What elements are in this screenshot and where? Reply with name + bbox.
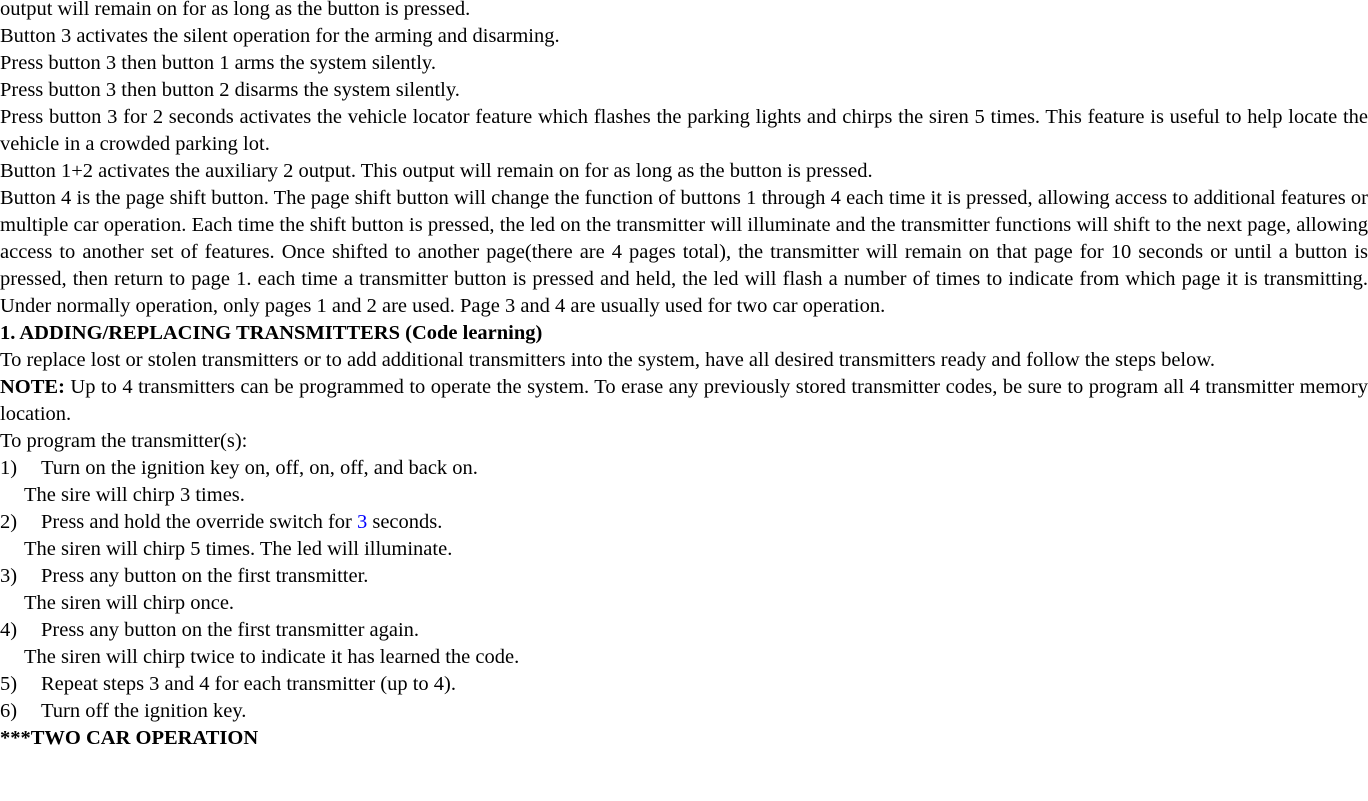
step-number: 1)	[0, 457, 18, 479]
text-line: Press button 3 then button 2 disarms the system silently.	[0, 79, 460, 101]
step-item	[0, 671, 1368, 698]
text-line: output will remain on for as long as the button is pressed.	[0, 0, 471, 20]
step-text: Turn off the ignition key.	[41, 700, 247, 722]
steps-list	[0, 455, 1368, 725]
step-result: The sire will chirp 3 times.	[24, 484, 245, 506]
section-intro-paragraph: To replace lost or stolen transmitters or to add additional transmitters into the system, have all desired transmitters ready and follow the steps below.	[0, 349, 1215, 371]
step-item	[0, 617, 1368, 644]
note-paragraph	[0, 374, 1368, 428]
note-label: NOTE:	[0, 376, 65, 398]
note-text: Up to 4 transmitters can be programmed to operate the system. To erase any previously stored transmitter codes, be sure to program all 4 transmitter memory location.	[0, 376, 1368, 425]
page-shift-paragraph: Button 4 is the page shift button. The page shift button will change the function of buttons 1 through 4 each time it is pressed, allowing access to additional features or multiple car operation. Each time the shift button is pressed, the led on the transmitter will illuminate and the transmitter functions will shift to the next page, allowing access to another set of features. Once shifted to another page(there are 4 pages total), the transmitter will remain on that page for 10 seconds or until a button is pressed, then return to page 1. each time a transmitter button is pressed and held, the led will flash a number of times to indicate from which page it is transmitting. Under normally operation, only pages 1 and 2 are used. Page 3 and 4 are usually used for two car operation.	[0, 187, 1368, 317]
text-line: Button 1+2 activates the auxiliary 2 output. This output will remain on for as long as the button is pressed.	[0, 160, 873, 182]
step-text: Press any button on the first transmitter.	[41, 565, 369, 587]
section-heading: 1. ADDING/REPLACING TRANSMITTERS (Code learning)	[0, 322, 543, 344]
step-number: 6)	[0, 700, 18, 722]
locator-paragraph: Press button 3 for 2 seconds activates the vehicle locator feature which flashes the parking lights and chirps the siren 5 times. This feature is useful to help locate the vehicle in a crowded parking lot.	[0, 106, 1368, 155]
section-heading: ***TWO CAR OPERATION	[0, 727, 259, 749]
step-item	[0, 455, 1368, 482]
step-result: The siren will chirp once.	[24, 592, 235, 614]
step-result: The siren will chirp 5 times. The led will illuminate.	[24, 538, 453, 560]
step-text: Turn on the ignition key on, off, on, off, and back on.	[41, 457, 478, 479]
step-number: 3)	[0, 565, 18, 587]
step-number: 4)	[0, 619, 18, 641]
step-text: Repeat steps 3 and 4 for each transmitter (up to 4).	[41, 673, 456, 695]
step-number: 2)	[0, 511, 18, 533]
step-text: Press any button on the first transmitter again.	[41, 619, 420, 641]
step-result: The siren will chirp twice to indicate it has learned the code.	[24, 646, 520, 668]
step-item	[0, 563, 1368, 590]
step-text: seconds.	[367, 511, 443, 533]
step-item	[0, 509, 1368, 536]
text-line: Button 3 activates the silent operation for the arming and disarming.	[0, 25, 560, 47]
step-item	[0, 698, 1368, 725]
program-intro: To program the transmitter(s):	[0, 430, 248, 452]
step-text: Press and hold the override switch for	[41, 511, 357, 533]
text-line: Press button 3 then button 1 arms the system silently.	[0, 52, 436, 74]
step-highlight-value: 3	[356, 511, 368, 533]
step-number: 5)	[0, 673, 18, 695]
